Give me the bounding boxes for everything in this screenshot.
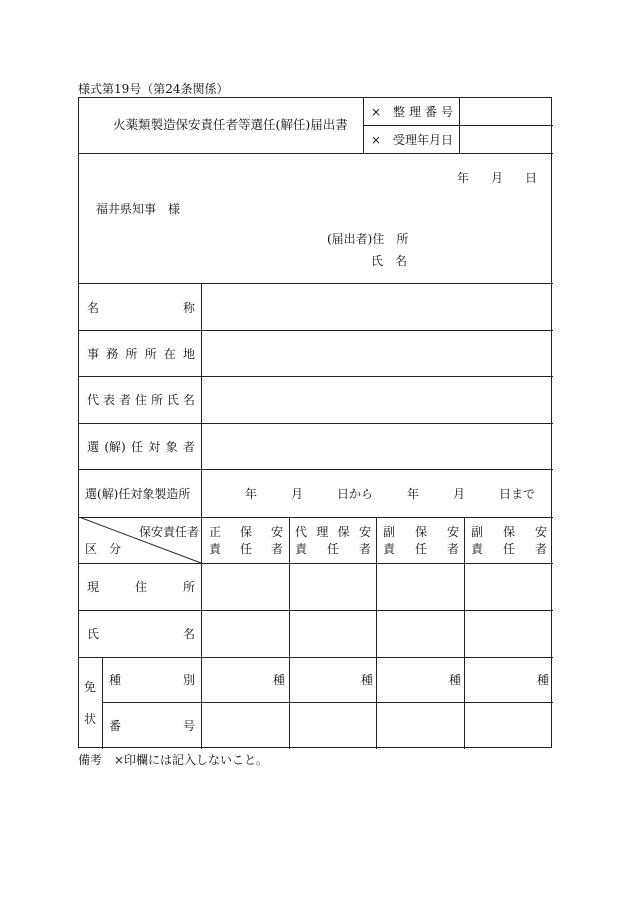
grid-col-line [289,517,290,749]
col-sub-a-line2: 責 任 者 [383,542,459,556]
grid-col-line [464,517,465,749]
license-divider [102,702,553,703]
period-end-day: 日まで [499,487,536,501]
applicant-bottom-line [79,283,553,284]
addressee: 福井県知事 様 [96,202,181,216]
field-target-person-label: 選 (解) 任 対 象 者 [87,440,195,454]
license-label-2: 状 [84,712,97,726]
notification-form [78,97,552,748]
office-use-mark: × [371,105,382,119]
row-line [79,376,553,377]
registration-number-value[interactable] [471,105,543,119]
license-number-label: 番 号 [109,719,195,733]
row-line [79,563,553,564]
form-title: 火薬類製造保安責任者等選任(解任)届出書 [113,117,348,132]
row-line [79,469,553,470]
col-deputy-line1: 代 理 保 安 [295,525,371,539]
field-office-address-label: 事 務 所 所 在 地 [87,347,195,361]
corner-top-label: 保安責任者 [139,525,200,539]
license-type-suffix: 種 [361,673,374,687]
received-date-value[interactable] [471,133,543,147]
grid-col-line [376,517,377,749]
date-year-label: 年 [457,171,470,185]
license-type-label: 種 別 [109,673,195,687]
registration-number-label: 整 理 番 号 [393,105,453,119]
applicant-address-label: (届出者)住 所 [327,232,409,246]
row-line [79,610,553,611]
form-number: 様式第19号（第24条関係） [78,82,229,96]
period-start-year: 年 [245,487,258,501]
field-period-label: 選(解)任対象製造所 [85,487,191,501]
col-sub-b-line1: 副 保 安 [471,525,547,539]
office-use-mark: × [371,133,382,147]
col-chief-line2: 責 任 者 [209,542,283,556]
note: 備考 ×印欄には記入しないこと。 [78,753,269,767]
license-type-suffix: 種 [537,673,550,687]
received-date-label: 受理年月日 [393,133,454,147]
period-start-day: 日から [337,487,374,501]
row-address-label: 現 住 所 [87,580,195,594]
period-end-year: 年 [407,487,420,501]
field-name-label: 名 称 [87,301,195,315]
target-person-value[interactable] [209,430,545,464]
header-bottom-line [79,153,553,154]
license-col-line [102,657,103,749]
field-representative-label: 代 表 者 住 所 氏 名 [87,393,195,407]
license-type-suffix: 種 [449,673,462,687]
header-col-line [363,98,364,153]
license-type-suffix: 種 [273,673,286,687]
col-chief-line1: 正 保 安 [209,525,283,539]
date-month-label: 月 [491,171,504,185]
corner-bottom-label: 区 分 [85,542,122,556]
header-divider [363,125,553,126]
col-sub-a-line1: 副 保 安 [383,525,459,539]
office-address-value[interactable] [209,337,545,371]
row-line [79,330,553,331]
name-value[interactable] [209,290,545,324]
label-col-line [201,283,202,749]
col-deputy-line2: 責 任 者 [295,542,371,556]
license-label-1: 免 [84,680,97,694]
col-sub-b-line2: 責 任 者 [471,542,547,556]
representative-value[interactable] [209,383,545,417]
row-name-label: 氏 名 [87,627,195,641]
row-line [79,423,553,424]
period-end-month: 月 [453,487,466,501]
header-col-line [459,98,460,153]
period-start-month: 月 [291,487,304,501]
row-line [79,657,553,658]
date-day-label: 日 [525,171,538,185]
corner-diagonal [79,517,202,563]
applicant-name-label: 氏 名 [371,254,408,268]
